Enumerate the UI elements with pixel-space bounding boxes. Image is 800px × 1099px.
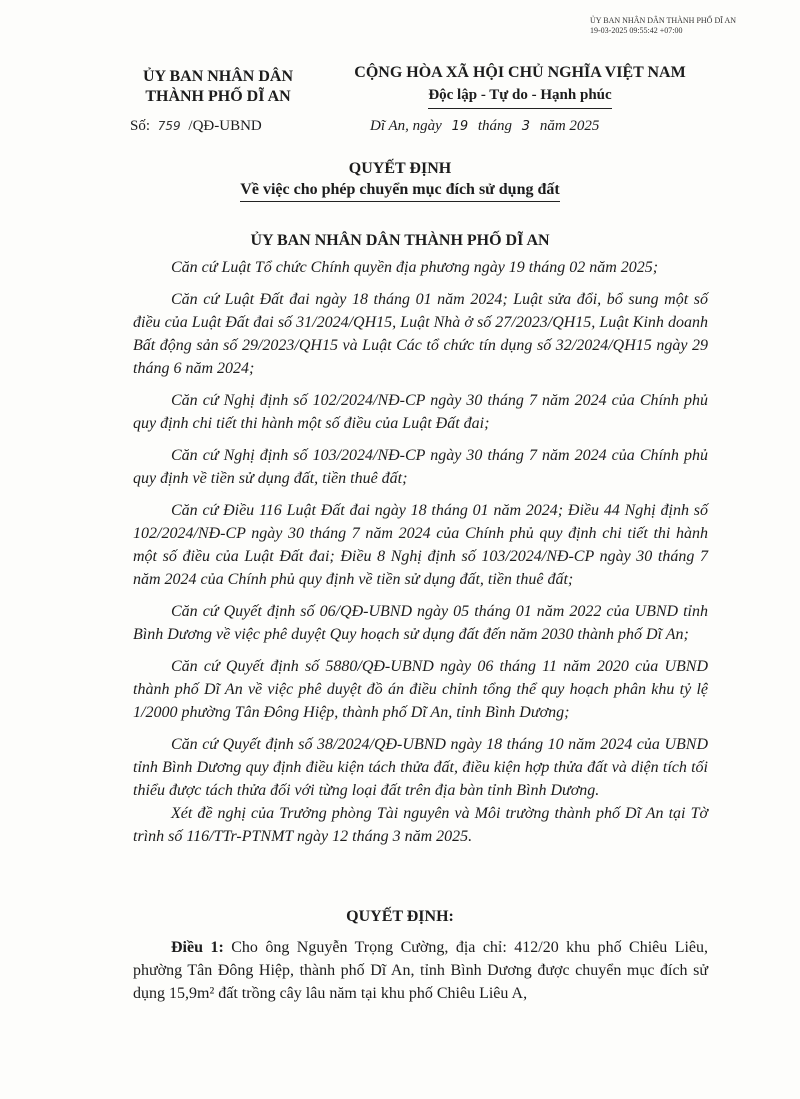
national-motto: Độc lập - Tự do - Hạnh phúc [428,84,611,109]
preamble-paragraph: Căn cứ Luật Đất đai ngày 18 tháng 01 năm 2024; Luật sửa đổi, bổ sung một số điều của Luật Đất đai số 31/2024/QH15, Luật Nhà ở số 27/2023/QH15, Luật Kinh doanh Bất động sản số 29/2023/QH15 và Luật Các tổ chức tín dụng số 32/2024/QH15 ngày 29 tháng 6 năm 2024; [133,291,708,377]
preamble-paragraph: Căn cứ Điều 116 Luật Đất đai ngày 18 tháng 01 năm 2024; Điều 44 Nghị định số 102/2024/NĐ-CP ngày 30 tháng 7 năm 2024 của Chính phủ quy định chi tiết thi hành một số điều của Luật Đất đai; Điều 8 Nghị định số 103/2024/NĐ-CP ngày 30 tháng 7 năm 2024 của Chính phủ quy định về tiền sử dụng đất, tiền thuê đất; [133,502,708,588]
number-suffix: /QĐ-UBND [188,118,262,134]
number-value: 759 [157,119,181,133]
preamble-paragraph: Căn cứ Luật Tổ chức Chính quyền địa phương ngày 19 tháng 02 năm 2025; [171,259,659,276]
date-prefix: Dĩ An, ngày [370,118,442,134]
date-month: 3 [521,119,531,134]
article-1-text: Cho ông Nguyễn Trọng Cường, địa chỉ: 412/20 khu phố Chiêu Liêu, phường Tân Đông Hiệp, thành phố Dĩ An, tỉnh Bình Dương được chuyển mục đích sử dụng 15,9m² đất trồng cây lâu năm tại khu phố Chiêu Liêu A, [133,939,709,1002]
document-subtitle [0,181,800,202]
date-day: 19 [451,119,469,134]
preamble-paragraph: Căn cứ Quyết định số 5880/QĐ-UBND ngày 06 tháng 11 năm 2020 của UBND thành phố Dĩ An về việc phê duyệt đồ án điều chỉnh tổng thể quy hoạch phân khu tỷ lệ 1/2000 phường Tân Đông Hiệp, thành phố Dĩ An, tỉnh Bình Dương; [133,658,708,721]
national-header [330,62,710,109]
preamble-paragraph: Căn cứ Nghị định số 102/2024/NĐ-CP ngày 30 tháng 7 năm 2024 của Chính phủ quy định chi tiết thi hành một số điều của Luật Đất đai; [133,392,708,432]
preamble-paragraph: Căn cứ Quyết định số 38/2024/QĐ-UBND ngày 18 tháng 10 năm 2024 của UBND tỉnh Bình Dương quy định điều kiện tách thửa đất, điều kiện hợp thửa đất và diện tích tối thiểu được tách thửa đối với từng loại đất trên địa bàn tỉnh Bình Dương. [133,736,708,799]
number-prefix: Số: [130,118,151,134]
article-1-label: Điều 1: [171,939,224,956]
preamble-paragraph: Căn cứ Nghị định số 103/2024/NĐ-CP ngày 30 tháng 7 năm 2024 của Chính phủ quy định về tiền sử dụng đất, tiền thuê đất; [133,447,708,487]
preamble [133,256,708,848]
digital-signature-stamp [590,16,740,36]
subtitle-text: Về việc cho phép chuyển mục đích sử dụng đất [240,181,559,202]
signature-org: ỦY BAN NHÂN DÂN THÀNH PHỐ DĨ AN [590,16,736,25]
issuer-heading: ỦY BAN NHÂN DÂN THÀNH PHỐ DĨ AN [250,232,550,249]
document-title: QUYẾT ĐỊNH [348,160,452,177]
decision-heading: QUYẾT ĐỊNH: [346,908,454,925]
agency-line-1: ỦY BAN NHÂN DÂN [142,68,294,85]
preamble-paragraph: Xét đề nghị của Trưởng phòng Tài nguyên và Môi trường thành phố Dĩ An tại Tờ trình số 116/TTr-PTNMT ngày 12 tháng 3 năm 2025. [133,805,708,845]
article-1 [133,936,708,1005]
issuing-agency [118,67,318,107]
agency-line-2: THÀNH PHỐ DĨ AN [145,88,291,105]
nation-title: CỘNG HÒA XÃ HỘI CHỦ NGHĨA VIỆT NAM [354,64,686,81]
document-number [130,118,262,135]
date-year: năm 2025 [539,118,600,134]
month-label: tháng [477,118,513,134]
issue-date [370,118,599,135]
preamble-paragraph: Căn cứ Quyết định số 06/QĐ-UBND ngày 05 tháng 01 năm 2022 của UBND tỉnh Bình Dương về việc phê duyệt Quy hoạch sử dụng đất đến năm 2030 thành phố Dĩ An; [133,603,708,643]
signature-datetime: 19-03-2025 09:55:42 +07:00 [590,26,683,35]
